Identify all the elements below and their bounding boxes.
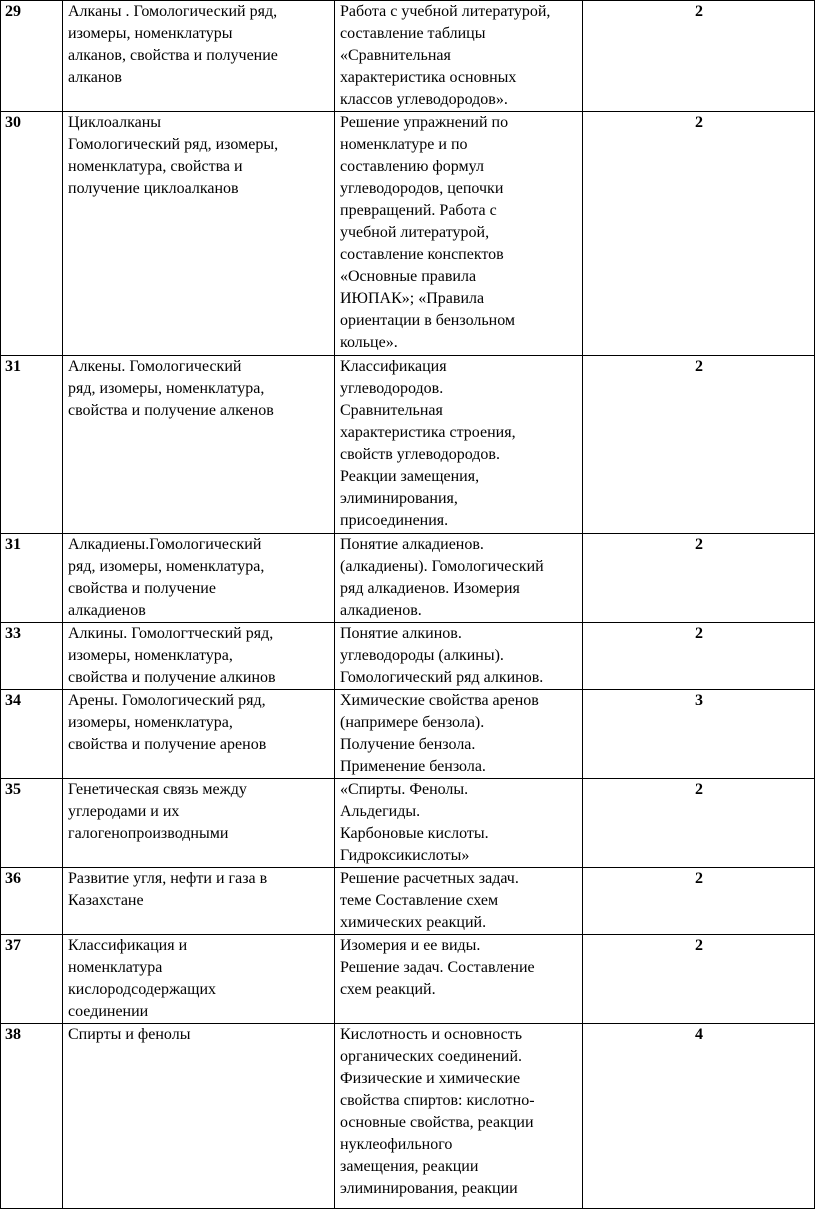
lesson-hours: 2 — [583, 112, 815, 356]
table-row — [1, 935, 815, 1024]
lesson-number: 34 — [1, 690, 63, 779]
lesson-number: 37 — [1, 935, 63, 1024]
lesson-hours: 2 — [583, 868, 815, 935]
lesson-hours: 2 — [583, 935, 815, 1024]
lesson-work: Изомерия и ее виды. Решение задач. Составление схем реакций. — [335, 935, 583, 1024]
table-row — [1, 1024, 815, 1209]
table-row — [1, 868, 815, 935]
lesson-hours: 3 — [583, 690, 815, 779]
lesson-work: Работа с учебной литературой, составление таблицы «Сравнительная характеристика основных классов углеводородов». — [335, 1, 583, 112]
table-row — [1, 534, 815, 623]
lesson-topic: Развитие угля, нефти и газа в Казахстане — [63, 868, 335, 935]
lesson-number: 31 — [1, 356, 63, 534]
lesson-number: 35 — [1, 779, 63, 868]
lesson-hours: 2 — [583, 534, 815, 623]
table-row — [1, 690, 815, 779]
lesson-topic: Алкены. Гомологический ряд, изомеры, номенклатура, свойства и получение алкенов — [63, 356, 335, 534]
lesson-hours: 2 — [583, 1, 815, 112]
table-row — [1, 112, 815, 356]
lesson-topic: Генетическая связь между углеродами и их галогенопроизводными — [63, 779, 335, 868]
lesson-hours: 4 — [583, 1024, 815, 1209]
lesson-work: Решение упражнений по номенклатуре и по составлению формул углеводородов, цепочки превращений. Работа с учебной литературой, составление конспектов «Основные правила ИЮПАК»; «Правила ориентации в бензольном кольце». — [335, 112, 583, 356]
lesson-number: 30 — [1, 112, 63, 356]
lesson-topic: Арены. Гомологический ряд, изомеры, номенклатура, свойства и получение аренов — [63, 690, 335, 779]
lesson-hours: 2 — [583, 356, 815, 534]
lesson-topic: Циклоалканы Гомологический ряд, изомеры, номенклатура, свойства и получение циклоалканов — [63, 112, 335, 356]
lesson-number: 29 — [1, 1, 63, 112]
lesson-number: 33 — [1, 623, 63, 690]
table-row — [1, 779, 815, 868]
lesson-work: Классификация углеводородов. Сравнительная характеристика строения, свойств углеводородов. Реакции замещения, элиминирования, присоединения. — [335, 356, 583, 534]
lesson-topic: Спирты и фенолы — [63, 1024, 335, 1209]
lesson-hours: 2 — [583, 779, 815, 868]
lesson-number: 31 — [1, 534, 63, 623]
lesson-number: 36 — [1, 868, 63, 935]
table-row — [1, 623, 815, 690]
lesson-work: Химические свойства аренов (напримере бензола). Получение бензола. Применение бензола. — [335, 690, 583, 779]
lesson-number: 38 — [1, 1024, 63, 1209]
lesson-hours: 2 — [583, 623, 815, 690]
lesson-work: Решение расчетных задач. теме Составление схем химических реакций. — [335, 868, 583, 935]
lesson-work: Понятие алкинов. углеводороды (алкины). Гомологический ряд алкинов. — [335, 623, 583, 690]
lesson-topic: Классификация и номенклатура кислородсодержащих соединении — [63, 935, 335, 1024]
lesson-work: Понятие алкадиенов. (алкадиены). Гомологический ряд алкадиенов. Изомерия алкадиенов. — [335, 534, 583, 623]
lesson-work: Кислотность и основность органических соединений. Физические и химические свойства спиртов: кислотно- основные свойства, реакции нуклеофильного замещения, реакции элиминирования, реакции — [335, 1024, 583, 1209]
table-row — [1, 1, 815, 112]
table-row — [1, 356, 815, 534]
lesson-topic: Алканы . Гомологический ряд, изомеры, номенклатуры алканов, свойства и получение алканов — [63, 1, 335, 112]
lesson-work: «Спирты. Фенолы. Альдегиды. Карбоновые кислоты. Гидроксикислоты» — [335, 779, 583, 868]
lesson-topic: Алкадиены.Гомологический ряд, изомеры, номенклатура, свойства и получение алкадиенов — [63, 534, 335, 623]
lesson-topic: Алкины. Гомологтческий ряд, изомеры, номенклатура, свойства и получение алкинов — [63, 623, 335, 690]
